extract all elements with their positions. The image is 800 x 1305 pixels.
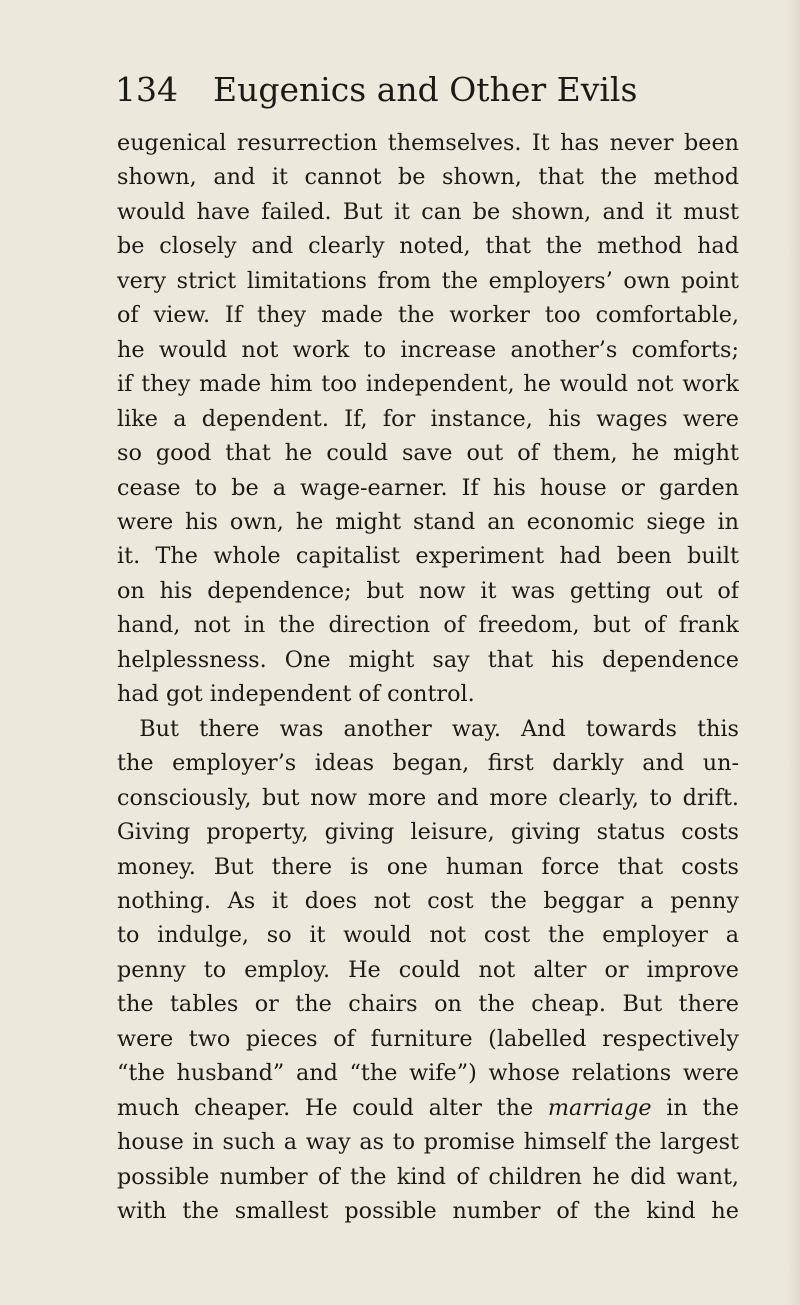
text-line: were two pieces of furniture (labelled respectively [117, 1025, 739, 1052]
text-line: if they made him too independent, he would not work [117, 371, 739, 398]
text-line: the employer’s ideas began, first darkly and un- [117, 750, 739, 777]
text-line: on his dependence; but now it was getting out of [117, 577, 739, 604]
page-header [115, 70, 755, 109]
text-line: cease to be a wage-earner. If his house or garden [117, 474, 739, 501]
text-line: Giving property, giving leisure, giving status costs [117, 819, 739, 846]
text-line: house in such a way as to promise himself the largest [117, 1129, 739, 1156]
text-line: like a dependent. If, for instance, his wages were [117, 405, 739, 432]
text-line: he would not work to increase another’s comforts; [117, 336, 739, 363]
text-line: consciously, but now more and more clearly, to drift. [117, 784, 739, 811]
text-line: helplessness. One might say that his dependence [117, 646, 739, 673]
text-line: nothing. As it does not cost the beggar a penny [117, 887, 739, 914]
page-number: 134 [115, 70, 178, 109]
page-gutter-shadow [786, 0, 800, 1305]
text-line: so good that he could save out of them, he might [117, 440, 739, 467]
text-line: be closely and clearly noted, that the method had [117, 233, 739, 260]
text-line: would have failed. But it can be shown, and it must [117, 198, 739, 225]
text-line: it. The whole capitalist experiment had been built [117, 543, 739, 570]
text-line: very strict limitations from the employers’ own point [117, 267, 739, 294]
text-line: the tables or the chairs on the cheap. But there [117, 991, 739, 1018]
text-line: with the smallest possible number of the kind he [117, 1198, 739, 1225]
text-line: shown, and it cannot be shown, that the method [117, 164, 739, 191]
text-line: “the husband” and “the wife”) whose relations were [117, 1060, 739, 1087]
text-line: were his own, he might stand an economic siege in [117, 508, 739, 535]
text-line: to indulge, so it would not cost the employer a [117, 922, 739, 949]
text-line: penny to employ. He could not alter or improve [117, 956, 739, 983]
text-line: of view. If they made the worker too comfortable, [117, 302, 739, 329]
text-line: hand, not in the direction of freedom, but of frank [117, 612, 739, 639]
text-line: possible number of the kind of children he did want, [117, 1163, 739, 1190]
italic-word: marriage [547, 1094, 652, 1121]
body-text [117, 126, 739, 1229]
text-line: much cheaper. He could alter the marriage in the [117, 1094, 739, 1121]
text-line: money. But there is one human force that costs [117, 853, 739, 880]
running-title: Eugenics and Other Evils [213, 70, 638, 109]
text-line: had got independent of control. [117, 681, 475, 708]
text-line: eugenical resurrection themselves. It has never been [117, 130, 739, 156]
text-line: But there was another way. And towards this [117, 715, 739, 742]
